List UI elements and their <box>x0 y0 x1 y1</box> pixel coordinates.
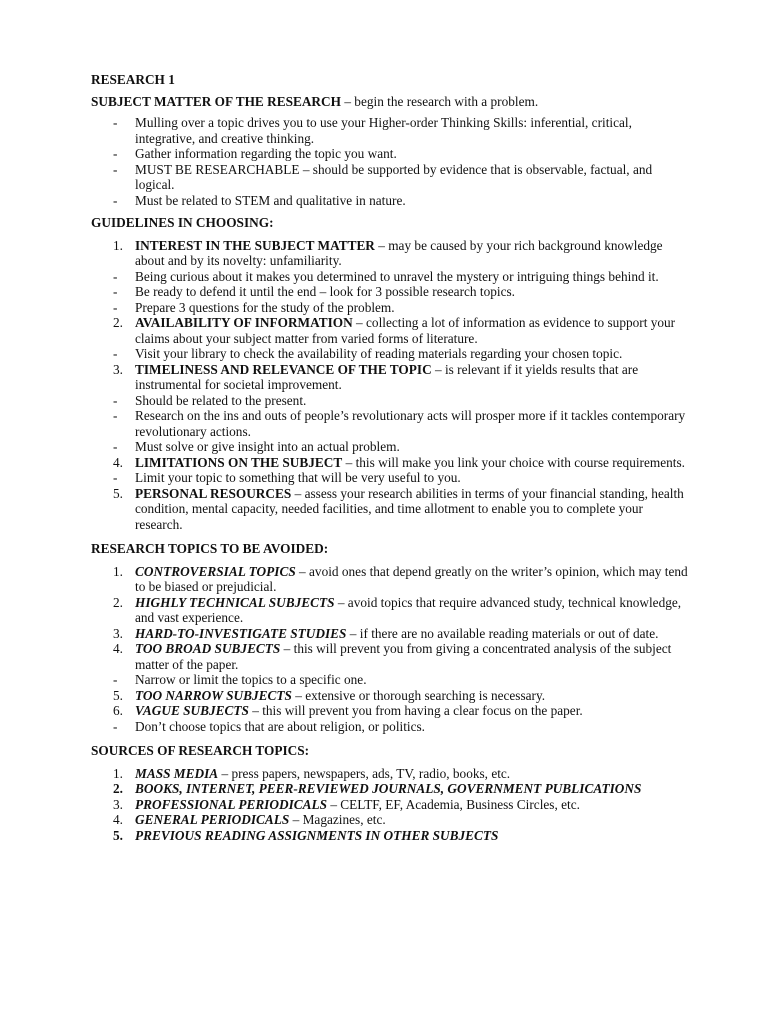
avoided-heading: RESEARCH TOPICS TO BE AVOIDED: <box>91 541 329 556</box>
dash-marker: - <box>113 115 118 130</box>
list-item-term: PREVIOUS READING ASSIGNMENTS IN OTHER SUBJECTS <box>135 827 499 843</box>
number-marker: 3. <box>113 796 123 812</box>
subject-matter-list <box>91 115 691 208</box>
dash-marker: - <box>113 284 118 299</box>
list-item-text: – may be caused by your rich background knowledge about and by its novelty: unfamiliarity. <box>135 237 663 268</box>
number-marker: 2. <box>113 594 123 610</box>
dash-marker: - <box>113 268 118 284</box>
list-item-term: HIGHLY TECHNICAL SUBJECTS <box>135 594 335 610</box>
dash-marker: - <box>113 346 118 361</box>
guidelines-heading: GUIDELINES IN CHOOSING: <box>91 215 274 230</box>
list-item-text: – if there are no available reading materials or out of date. <box>346 625 659 641</box>
list-item-term: CONTROVERSIAL TOPICS <box>135 563 296 579</box>
number-marker: 2. <box>113 315 123 330</box>
list-item-term: VAGUE SUBJECTS <box>135 703 249 718</box>
dash-marker: - <box>113 672 118 687</box>
list-item-text: Must be related to STEM and qualitative in nature. <box>135 192 406 208</box>
list-item-term: BOOKS, INTERNET, PEER-REVIEWED JOURNALS, GOVERNMENT PUBLICATIONS <box>135 781 642 796</box>
list-item <box>91 284 691 300</box>
list-item-term: HARD-TO-INVESTIGATE STUDIES <box>135 625 347 641</box>
subject-matter-heading-bold: SUBJECT MATTER OF THE RESEARCH <box>91 93 341 109</box>
number-marker: 4. <box>113 812 123 827</box>
list-item <box>91 564 691 595</box>
list-item <box>91 486 691 533</box>
list-item-text: – avoid topics that require advanced study, technical knowledge, and vast experience. <box>135 594 682 625</box>
guidelines-list <box>91 238 691 533</box>
subject-matter-heading <box>91 94 691 110</box>
dash-marker: - <box>113 439 118 454</box>
list-item <box>91 703 691 719</box>
list-item-term: TIMELINESS AND RELEVANCE OF THE TOPIC <box>135 361 432 377</box>
list-item <box>91 346 691 362</box>
list-item-term: PROFESSIONAL PERIODICALS <box>135 796 327 812</box>
list-item-text: – press papers, newspapers, ads, TV, radio, books, etc. <box>218 765 511 781</box>
list-item-text: MUST BE RESEARCHABLE – should be supported by evidence that is observable, factual, and logical. <box>135 161 653 192</box>
list-item <box>91 238 691 269</box>
list-item <box>91 315 691 346</box>
list-item-term: TOO BROAD SUBJECTS <box>135 641 281 656</box>
list-item-text: – Magazines, etc. <box>289 812 386 827</box>
list-item-text: – this will prevent you from having a clear focus on the paper. <box>248 703 583 718</box>
list-item <box>91 362 691 393</box>
list-item-text: – avoid ones that depend greatly on the writer’s opinion, which may tend to be biased or prejudicial. <box>135 563 688 594</box>
document-page <box>91 72 691 843</box>
list-item <box>91 812 691 828</box>
dash-marker: - <box>113 299 118 315</box>
list-item-text: – CELTF, EF, Academia, Business Circles, etc. <box>327 796 580 812</box>
list-item-term: INTEREST IN THE SUBJECT MATTER <box>135 237 375 253</box>
list-item <box>91 719 691 735</box>
list-item-text: Research on the ins and outs of people’s revolutionary acts will prosper more if it tackles contemporary revolutionary actions. <box>135 408 686 439</box>
number-marker: 1. <box>113 563 123 579</box>
list-item-text: Be ready to defend it until the end – look for 3 possible research topics. <box>135 284 515 299</box>
number-marker: 5. <box>113 485 123 501</box>
list-item <box>91 626 691 642</box>
list-item-term: LIMITATIONS ON THE SUBJECT <box>135 454 343 470</box>
number-marker: 2. <box>113 781 123 796</box>
list-item-text: – this will prevent you from giving a concentrated analysis of the subject matter of the paper. <box>135 641 672 672</box>
list-item <box>91 595 691 626</box>
avoided-list <box>91 564 691 735</box>
sources-list <box>91 766 691 844</box>
list-item-term: TOO NARROW SUBJECTS <box>135 687 292 703</box>
number-marker: 4. <box>113 641 123 656</box>
list-item <box>91 162 691 193</box>
subject-matter-heading-rest: – begin the research with a problem. <box>341 93 539 109</box>
list-item-text: Don’t choose topics that are about religion, or politics. <box>135 718 426 734</box>
list-item <box>91 146 691 162</box>
list-item-text: Limit your topic to something that will be very useful to you. <box>135 470 461 485</box>
list-item-text: Prepare 3 questions for the study of the problem. <box>135 299 395 315</box>
list-item-text: Mulling over a topic drives you to use your Higher-order Thinking Skills: inferential, critical, integrative, and creative thinking. <box>135 115 632 146</box>
number-marker: 5. <box>113 827 123 843</box>
dash-marker: - <box>113 718 118 734</box>
number-marker: 3. <box>113 361 123 377</box>
list-item <box>91 439 691 455</box>
list-item <box>91 115 691 146</box>
number-marker: 6. <box>113 703 123 718</box>
list-item-text: – this will make you link your choice with course requirements. <box>342 454 685 470</box>
list-item <box>91 393 691 409</box>
dash-marker: - <box>113 146 118 161</box>
list-item-text: Narrow or limit the topics to a specific one. <box>135 672 367 687</box>
list-item <box>91 408 691 439</box>
list-item-text: – collecting a lot of information as evidence to support your claims about your subject matter from varied forms of literature. <box>135 315 676 346</box>
list-item <box>91 688 691 704</box>
list-item-text: – extensive or thorough searching is necessary. <box>291 687 546 703</box>
list-item-text: Visit your library to check the availability of reading materials regarding your chosen topic. <box>135 346 623 361</box>
dash-marker: - <box>113 470 118 485</box>
list-item <box>91 797 691 813</box>
list-item-term: AVAILABILITY OF INFORMATION <box>135 315 353 330</box>
list-item <box>91 193 691 209</box>
document-title: RESEARCH 1 <box>91 72 175 87</box>
list-item <box>91 641 691 672</box>
number-marker: 3. <box>113 625 123 641</box>
list-item-term: PERSONAL RESOURCES <box>135 485 292 501</box>
list-item-text: Gather information regarding the topic you want. <box>135 146 397 161</box>
list-item <box>91 455 691 471</box>
dash-marker: - <box>113 408 118 423</box>
list-item <box>91 269 691 285</box>
list-item <box>91 781 691 797</box>
list-item-text: Being curious about it makes you determined to unravel the mystery or intriguing things behind it. <box>135 268 659 284</box>
list-item-term: MASS MEDIA <box>135 765 219 781</box>
number-marker: 4. <box>113 454 123 470</box>
list-item <box>91 828 691 844</box>
number-marker: 1. <box>113 237 123 253</box>
list-item-text: – assess your research abilities in terms of your financial standing, health condition, mental capacity, needed facilities, and time allotment to enable you to complete your research. <box>135 485 684 532</box>
list-item-text: Must solve or give insight into an actual problem. <box>135 439 400 454</box>
list-item <box>91 766 691 782</box>
dash-marker: - <box>113 192 118 208</box>
dash-marker: - <box>113 161 118 177</box>
list-item <box>91 300 691 316</box>
list-item <box>91 672 691 688</box>
sources-heading: SOURCES OF RESEARCH TOPICS: <box>91 743 310 758</box>
number-marker: 5. <box>113 687 123 703</box>
list-item-text: Should be related to the present. <box>135 392 307 408</box>
dash-marker: - <box>113 392 118 408</box>
number-marker: 1. <box>113 765 123 781</box>
list-item-text: – is relevant if it yields results that are instrumental for societal improvement. <box>135 361 639 392</box>
list-item <box>91 470 691 486</box>
list-item-term: GENERAL PERIODICALS <box>135 812 290 827</box>
